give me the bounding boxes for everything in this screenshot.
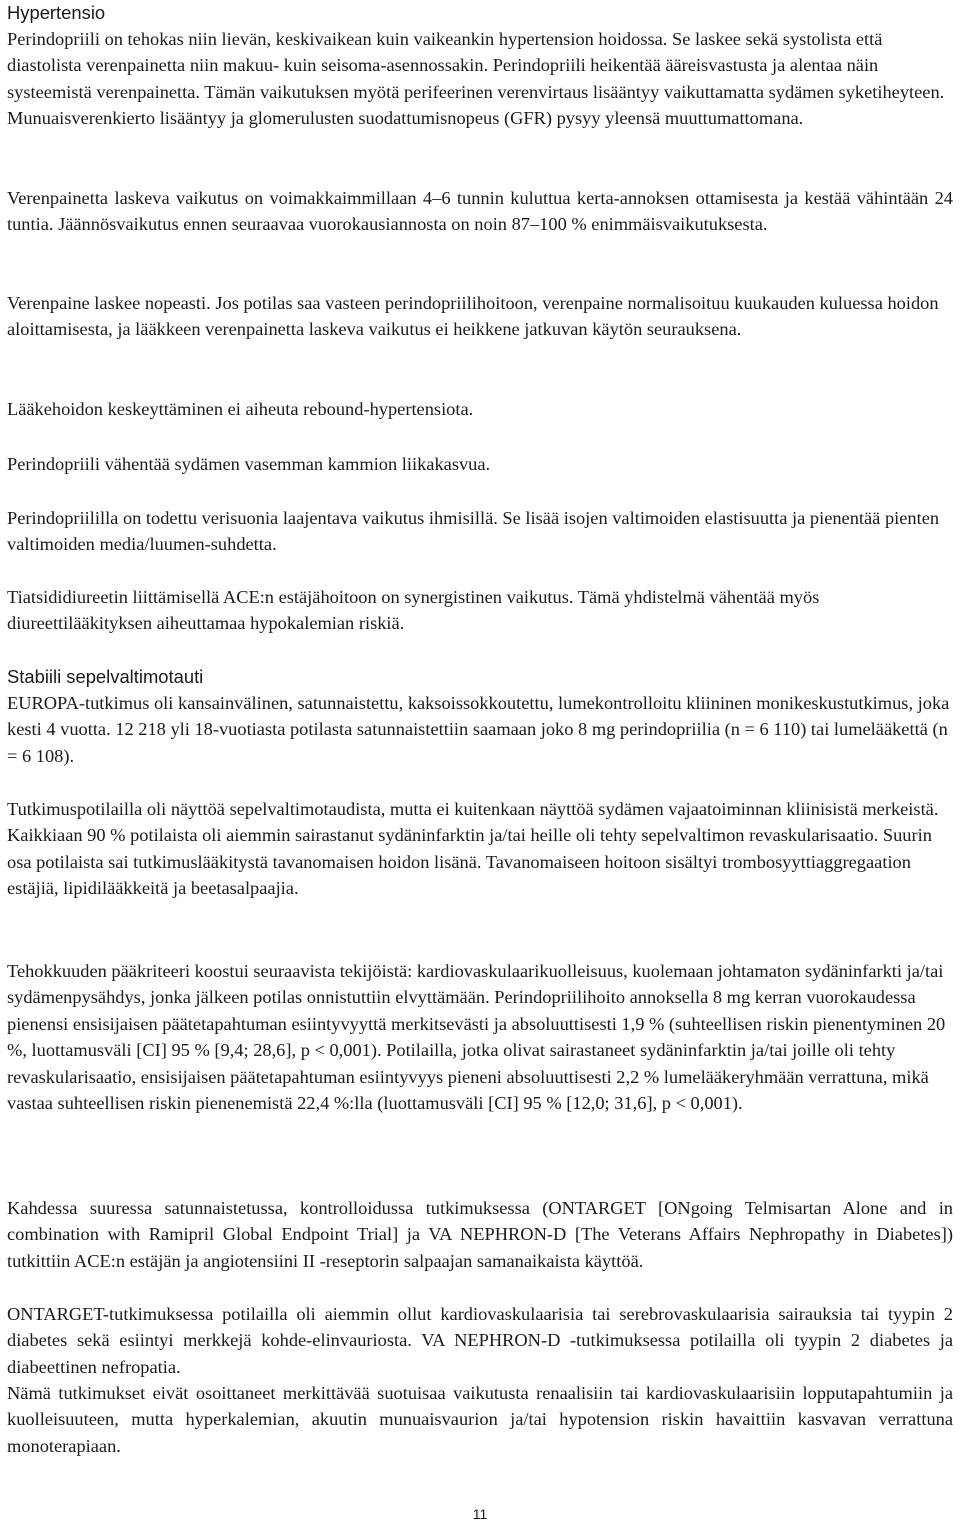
paragraph: Perindopriililla on todettu verisuonia laajentava vaikutus ihmisillä. Se lisää isojen valtimoiden elastisuutta ja pienentää pienten valtimoiden media/luumen-suhdetta. <box>7 508 940 555</box>
paragraph: Verenpainetta laskeva vaikutus on voimakkaimmillaan 4–6 tunnin kuluttua kerta-annoksen ottamisesta ja kestää vähintään 24 tuntia. Jäännösvaikutus ennen seuraavaa vuorokausiannosta on noin 87–100 % enimmäisvaikutuksesta. <box>7 188 953 235</box>
paragraph: Tiatsididiureetin liittämisellä ACE:n estäjähoitoon on synergistinen vaikutus. Tämä yhdistelmä vähentää myös diureettilääkityksen aiheuttamaa hypokalemian riskiä. <box>7 587 820 634</box>
paragraph: Tutkimuspotilailla oli näyttöä sepelvaltimotaudista, mutta ei kuitenkaan näyttöä sydämen vajaatoiminnan kliinisistä merkeistä. Kaikkiaan 90 % potilaista oli aiemmin sairastanut sydäninfarktin ja/tai heille oli tehty sepelvaltimon revaskularisaatio. Suurin osa potilaista sai tutkimuslääkitystä tavanomaisen hoidon lisänä. Tavanomaiseen hoitoon sisältyi trombosyyttiaggregaation estäjiä, lipidilääkkeitä ja beetasalpaajia. <box>7 799 939 899</box>
paragraph: Nämä tutkimukset eivät osoittaneet merkittävää suotuisaa vaikutusta renaalisiin tai kardiovaskulaarisiin lopputapahtumiin ja kuolleisuuteen, mutta hyperkalemian, akuutin munuaisvaurion ja/tai hypotension riskin havaittiin kasvavan verrattuna monoterapiaan. <box>7 1383 953 1456</box>
section-heading-hypertension: Hypertensio <box>7 2 106 23</box>
paragraph: Verenpaine laskee nopeasti. Jos potilas saa vasteen perindopriilihoitoon, verenpaine normalisoituu kuukauden kuluessa hoidon aloittamisesta, ja lääkkeen verenpainetta laskeva vaikutus ei heikkene jatkuvan käytön seurauksena. <box>7 293 939 340</box>
paragraph: EUROPA-tutkimus oli kansainvälinen, satunnaistettu, kaksoissokkoutettu, lumekontrolloitu kliininen monikeskustutkimus, joka kesti 4 vuotta. 12 218 yli 18-vuotiasta potilasta satunnaistettiin saamaan joko 8 mg perindopriilia (n = 6 110) tai lumelääkettä (n = 6 108). <box>7 693 950 766</box>
paragraph: ONTARGET-tutkimuksessa potilailla oli aiemmin ollut kardiovaskulaarisia tai serebrovaskulaarisia sairauksia tai tyypin 2 diabetes sekä esiintyi merkkejä kohde-elinvauriosta. VA NEPHRON-D -tutkimuksessa potilailla oli tyypin 2 diabetes ja diabeettinen nefropatia. <box>7 1304 953 1377</box>
section-heading-stable-cad: Stabiili sepelvaltimotauti <box>7 666 204 687</box>
paragraph: Perindopriili vähentää sydämen vasemman kammion liikakasvua. <box>7 454 491 474</box>
paragraph: Perindopriili on tehokas niin lievän, keskivaikean kuin vaikeankin hypertension hoidossa. Se laskee sekä systolista että diastolista verenpainetta niin makuu- kuin seisoma-asennossakin. Perindopriili heikentää ääreisvastusta ja alentaa näin systeemistä verenpainetta. Tämän vaikutuksen myötä perifeerinen verenvirtaus lisääntyy vaikuttamatta sydämen syketiheyteen. Munuaisverenkierto lisääntyy ja glomerulusten suodattumisnopeus (GFR) pysyy yleensä muuttumattomana. <box>7 29 945 129</box>
page-number: 11 <box>472 1506 488 1522</box>
paragraph: Tehokkuuden pääkriteeri koostui seuraavista tekijöistä: kardiovaskulaarikuolleisuus, kuolemaan johtamaton sydäninfarkti ja/tai sydämenpysähdys, jonka jälkeen potilas onnistuttiin elvyttämään. Perindopriilihoito annoksella 8 mg kerran vuorokaudessa pienensi ensisijaisen päätetapahtuman esiintyvyyttä merkitsevästi ja absoluuttisesti 1,9 % (suhteellisen riskin pienentyminen 20 %, luottamusväli [CI] 95 % [9,4; 28,6], p < 0,001). Potilailla, jotka olivat sairastaneet sydäninfarktin ja/tai joille oli tehty revaskularisaatio, ensisijaisen päätetapahtuman esiintyvyys pieneni absoluuttisesti 2,2 % lumelääkeryhmään verrattuna, mikä vastaa suhteellisen riskin pienenemistä 22,4 %:lla (luottamusväli [CI] 95 % [12,0; 31,6], p < 0,001). <box>7 961 946 1114</box>
paragraph: Lääkehoidon keskeyttäminen ei aiheuta rebound-hypertensiota. <box>7 399 474 419</box>
paragraph: Kahdessa suuressa satunnaistetussa, kontrolloidussa tutkimuksessa (ONTARGET [ONgoing Telmisartan Alone and in combination with Ramipril Global Endpoint Trial] ja VA NEPHRON-D [The Veterans Affairs Nephropathy in Diabetes]) tutkittiin ACE:n estäjän ja angiotensiini II -reseptorin salpaajan samanaikaista käyttöä. <box>7 1198 953 1271</box>
